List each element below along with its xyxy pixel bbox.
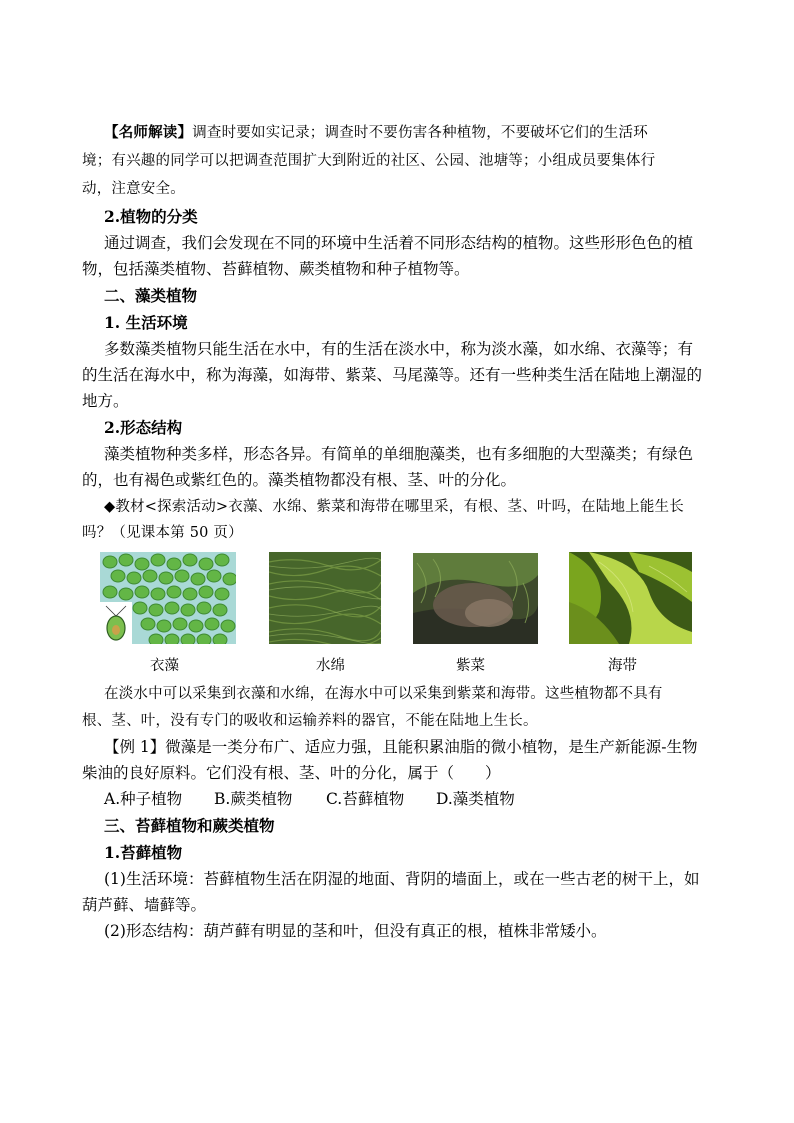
moss-env-line-1: (1)生活环境：苔藓植物生活在阴湿的地面、背阴的墙面上，或在一些古老的树干上，如 (104, 870, 700, 888)
caption-spirogyra: 水绵 (316, 658, 345, 674)
teacher-note-line-1 (104, 120, 648, 146)
spirogyra-image (269, 552, 381, 644)
example-tag: 【例 1】 (104, 738, 166, 756)
option-d: D.藻类植物 (436, 790, 515, 808)
classify-line-2: 物，包括藻类植物、苔藓植物、蕨类植物和种子植物等。 (82, 260, 470, 278)
caption-chlamydomonas: 衣藻 (150, 658, 179, 674)
env-line-3: 地方。 (82, 392, 129, 410)
classify-line-1: 通过调查，我们会发现在不同的环境中生活着不同形态结构的植物。这些形形色色的植 (104, 234, 694, 252)
answer-line-2: 根、茎、叶，没有专门的吸收和运输养料的器官，不能在陆地上生长。 (82, 713, 538, 729)
heading-algae-section: 二、藻类植物 (104, 286, 198, 305)
heading-form-structure: 2.形态结构 (104, 418, 183, 437)
kelp-image (569, 552, 692, 644)
teacher-note-text-1: 调查时要如实记录；调查时不要伤害各种植物，不要破坏它们的生活环 (192, 125, 648, 141)
option-a: A.种子植物 (104, 790, 183, 808)
env-line-2: 的生活在海水中，称为海藻，如海带、紫菜、马尾藻等。还有一些种类生活在陆地上潮湿的 (82, 366, 703, 384)
caption-porphyra: 紫菜 (456, 658, 485, 674)
heading-moss-fern-section: 三、苔藓植物和蕨类植物 (104, 816, 275, 835)
answer-line-1: 在淡水中可以采集到衣藻和水绵，在海水中可以采集到紫菜和海带。这些植物都不具有 (104, 686, 663, 702)
moss-env-line-2: 葫芦藓、墙藓等。 (82, 896, 207, 914)
example-text-1: 微藻是一类分布广、适应力强，且能积累油脂的微小植物，是生产新能源-生物 (165, 738, 698, 756)
caption-kelp: 海带 (608, 658, 637, 674)
form-line-1: 藻类植物种类多样，形态各异。有简单的单细胞藻类，也有多细胞的大型藻类；有绿色 (104, 445, 694, 463)
heading-moss-plants: 1.苔藓植物 (104, 843, 183, 862)
teacher-note-line-2: 境；有兴趣的同学可以把调查范围扩大到附近的社区、公园、池塘等；小组成员要集体行 (82, 153, 656, 169)
teacher-note-line-3: 动，注意安全。 (82, 181, 185, 197)
moss-form-line: (2)形态结构：葫芦藓有明显的茎和叶，但没有真正的根，植株非常矮小。 (104, 922, 607, 940)
heading-plant-classification: 2.植物的分类 (104, 207, 198, 226)
example-line-1 (104, 734, 698, 760)
activity-line-2: 吗？（见课本第 50 页） (82, 525, 243, 541)
form-line-2: 的，也有褐色或紫红色的。藻类植物都没有根、茎、叶的分化。 (82, 471, 517, 489)
option-c: C.苔藓植物 (326, 790, 405, 808)
heading-living-environment: 1. 生活环境 (104, 313, 188, 332)
option-b: B.蕨类植物 (214, 790, 293, 808)
chlamydomonas-image (100, 552, 236, 644)
example-line-2: 柴油的良好原料。它们没有根、茎、叶的分化，属于（ ） (82, 764, 501, 782)
env-line-1: 多数藻类植物只能生活在水中，有的生活在淡水中，称为淡水藻，如水绵、衣藻等；有 (104, 340, 694, 358)
example-options (104, 786, 515, 812)
porphyra-image (413, 553, 538, 644)
activity-line-1: ◆教材<探索活动>衣藻、水绵、紫菜和海带在哪里采，有根、茎、叶吗，在陆地上能生长 (104, 499, 684, 515)
teacher-note-tag: 【名师解读】 (104, 124, 193, 141)
